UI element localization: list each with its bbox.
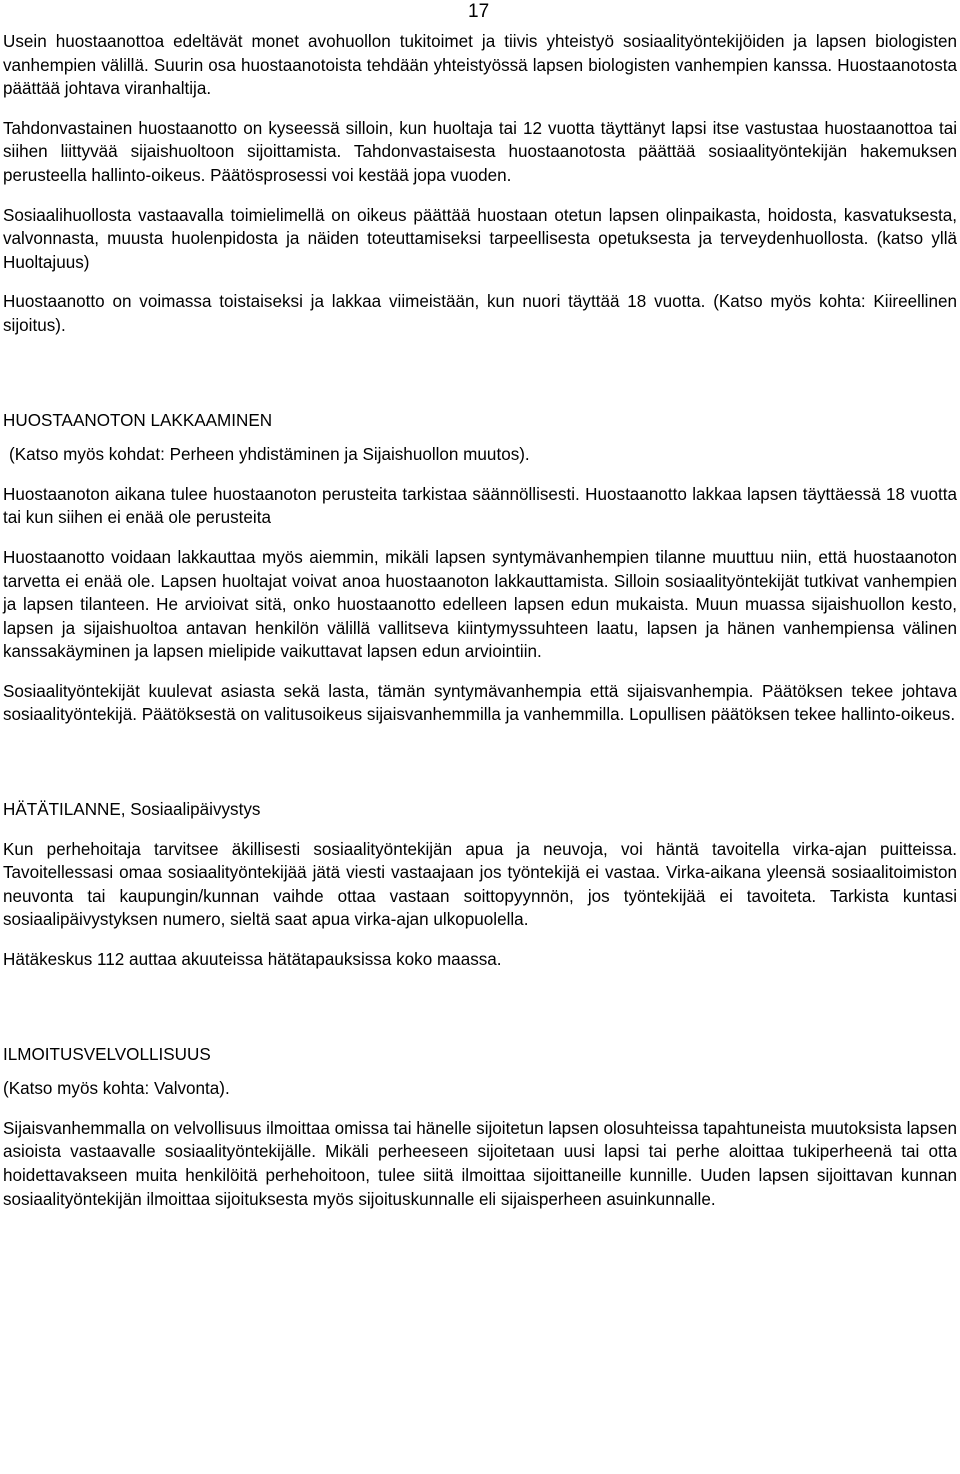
- paragraph: Sosiaalihuollosta vastaavalla toimielimellä on oikeus päättää huostaan otetun lapsen olinpaikasta, hoidosta, kasvatuksesta, valvonnasta, muusta huolenpidosta ja näiden toteuttamiseksi tarpeellisesta opetuksesta ja terveydenhuollosta. (katso yllä Huoltajuus): [3, 205, 957, 272]
- page-number: 17: [468, 1, 490, 22]
- document-body: [3, 30, 957, 1211]
- paragraph: Huostaanotto voidaan lakkauttaa myös aiemmin, mikäli lapsen syntymävanhempien tilanne muuttuu niin, että huostaanoton tarvetta ei enää ole. Lapsen huoltajat voivat anoa huostaanoton lakkauttamista. Silloin sosiaalityöntekijät tutkivat vanhempien ja lapsen tilanteen. He arvioivat sitä, onko huostaanotto edelleen lapsen edun mukaista. Muun muassa sijaishuollon kesto, lapsen ja sijaishuoltoa antavan henkilön välillä vallitseva kiintymyssuhteen laatu, lapsen ja hänen vanhempiensa välinen kanssakäyminen ja lapsen mielipide vaikuttavat lapsen edun arviointiin.: [3, 547, 957, 662]
- section-heading: HÄTÄTILANNE, Sosiaalipäivystys: [3, 800, 261, 820]
- paragraph: Hätäkeskus 112 auttaa akuuteissa hätätapauksissa koko maassa.: [3, 950, 502, 970]
- paragraph: Kun perhehoitaja tarvitsee äkillisesti sosiaalityöntekijän apua ja neuvoja, voi häntä tavoitella virka-ajan puitteissa. Tavoitellessasi omaa sosiaalityöntekijää jätä viesti vastaajaan jos työntekijä ei vastaa. Virka-aikana yleensä sosiaalitoimiston neuvonta tai kaupungin/kunnan vaihde ottaa vastaan soittopyynnön, jos työntekijää ei tavoiteta. Tarkista kuntasi sosiaalipäivystyksen numero, sieltä saat apua virka-ajan ulkopuolella.: [3, 839, 957, 930]
- section-heading: HUOSTAANOTON LAKKAAMINEN: [3, 410, 273, 430]
- paragraph: Huostaanoton aikana tulee huostaanoton perusteita tarkistaa säännöllisesti. Huostaanotto lakkaa lapsen täyttäessä 18 vuotta tai kun siihen ei enää ole perusteita: [3, 484, 957, 528]
- paragraph: Usein huostaanottoa edeltävät monet avohuollon tukitoimet ja tiivis yhteistyö sosiaalityöntekijöiden ja lapsen biologisten vanhempien välillä. Suurin osa huostaanotoista tehdään yhteistyössä lapsen biologisten vanhempien kanssa. Huostaanotosta päättää johtava viranhaltija.: [3, 32, 957, 99]
- paragraph: Sosiaalityöntekijät kuulevat asiasta sekä lasta, tämän syntymävanhempia että sijaisvanhempia. Päätöksen tekee johtava sosiaalityöntekijä. Päätöksestä on valitusoikeus sijaisvanhemmilla ja vanhemmilla. Lopullisen päätöksen tekee hallinto-oikeus.: [3, 681, 957, 725]
- see-also-note: (Katso myös kohta: Valvonta).: [3, 1079, 230, 1099]
- section-heading: ILMOITUSVELVOLLISUUS: [3, 1044, 211, 1064]
- paragraph: Sijaisvanhemmalla on velvollisuus ilmoittaa omissa tai hänelle sijoitetun lapsen olosuhteissa tapahtuneista muutoksista lapsen asioista vastaavalle sosiaalityöntekijälle. Mikäli perheeseen sijoitetaan uusi lapsi tai perhe aloittaa tukiperheenä tai otta hoidettavakseen muita henkilöitä perhehoitoon, tulee siitä ilmoittaa sijoittaneille kunnille. Uuden lapsen sijoittavan kunnan sosiaalityöntekijän ilmoittaa sijoituksesta myös sijoituskunnalle eli sijaisperheen asuinkunnalle.: [3, 1118, 957, 1209]
- paragraph: Tahdonvastainen huostaanotto on kyseessä silloin, kun huoltaja tai 12 vuotta täyttänyt lapsi itse vastustaa huostaanottoa tai siihen liittyvää sijaishuoltoon sijoittamista. Tahdonvastaisesta huostaanotosta päättää sosiaalityöntekijän hakemuksen perusteella hallinto-oikeus. Päätösprosessi voi kestää jopa vuoden.: [3, 118, 957, 185]
- see-also-note: (Katso myös kohdat: Perheen yhdistäminen ja Sijaishuollon muutos).: [9, 445, 530, 465]
- paragraph: Huostaanotto on voimassa toistaiseksi ja lakkaa viimeistään, kun nuori täyttää 18 vuotta. (Katso myös kohta: Kiireellinen sijoitus).: [3, 292, 957, 335]
